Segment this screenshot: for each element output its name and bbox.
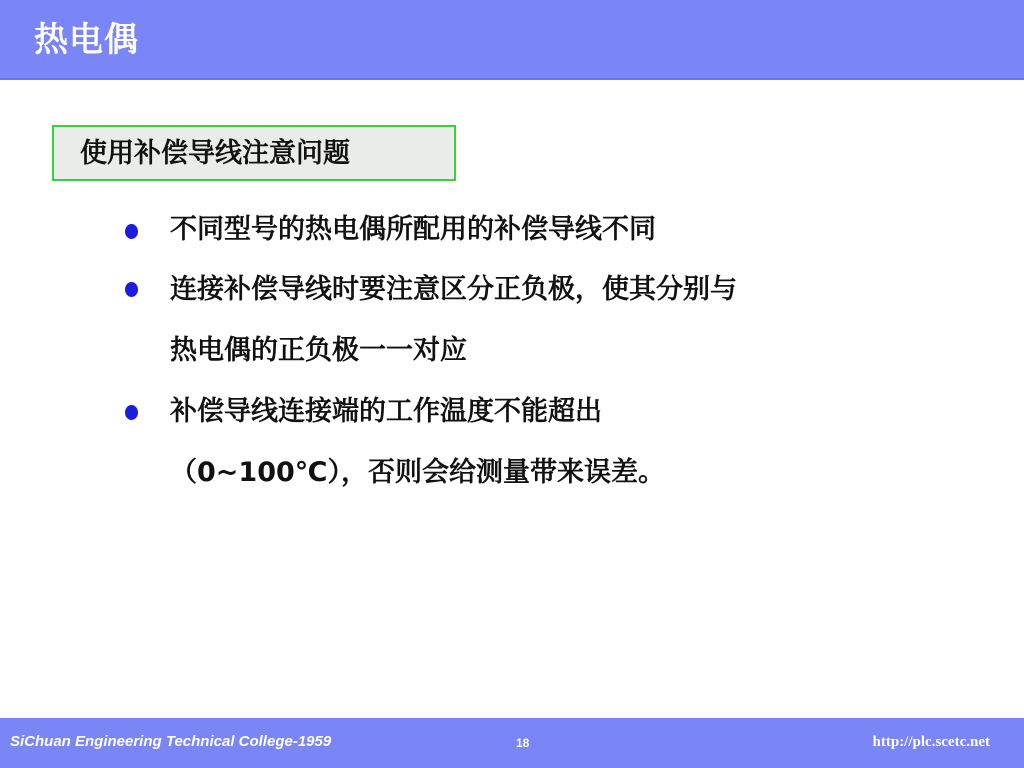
- section-heading: 使用补偿导线注意问题: [80, 138, 350, 169]
- section-heading-box: [52, 125, 456, 181]
- footer-url-link[interactable]: http://plc.scetc.net: [872, 734, 990, 750]
- header-bar: [0, 0, 1024, 80]
- bullet-text: 补偿导线连接端的工作温度不能超出: [170, 396, 602, 427]
- footer-bar: [0, 718, 1024, 768]
- slide-title: 热电偶: [34, 20, 139, 60]
- footer-college-name: SiChuan Engineering Technical College-1959: [10, 733, 332, 750]
- bullet-text-continuation: （0~100℃），否则会给测量带来误差。: [170, 457, 665, 488]
- bullet-dot-icon: [125, 282, 138, 297]
- bullet-text: 连接补偿导线时要注意区分正负极，使其分别与: [170, 274, 737, 305]
- bullet-text-continuation: 热电偶的正负极一一对应: [170, 335, 467, 366]
- page-number: 18: [516, 736, 530, 750]
- bullet-text: 不同型号的热电偶所配用的补偿导线不同: [170, 214, 656, 245]
- bullet-dot-icon: [125, 224, 138, 239]
- bullet-dot-icon: [125, 405, 138, 420]
